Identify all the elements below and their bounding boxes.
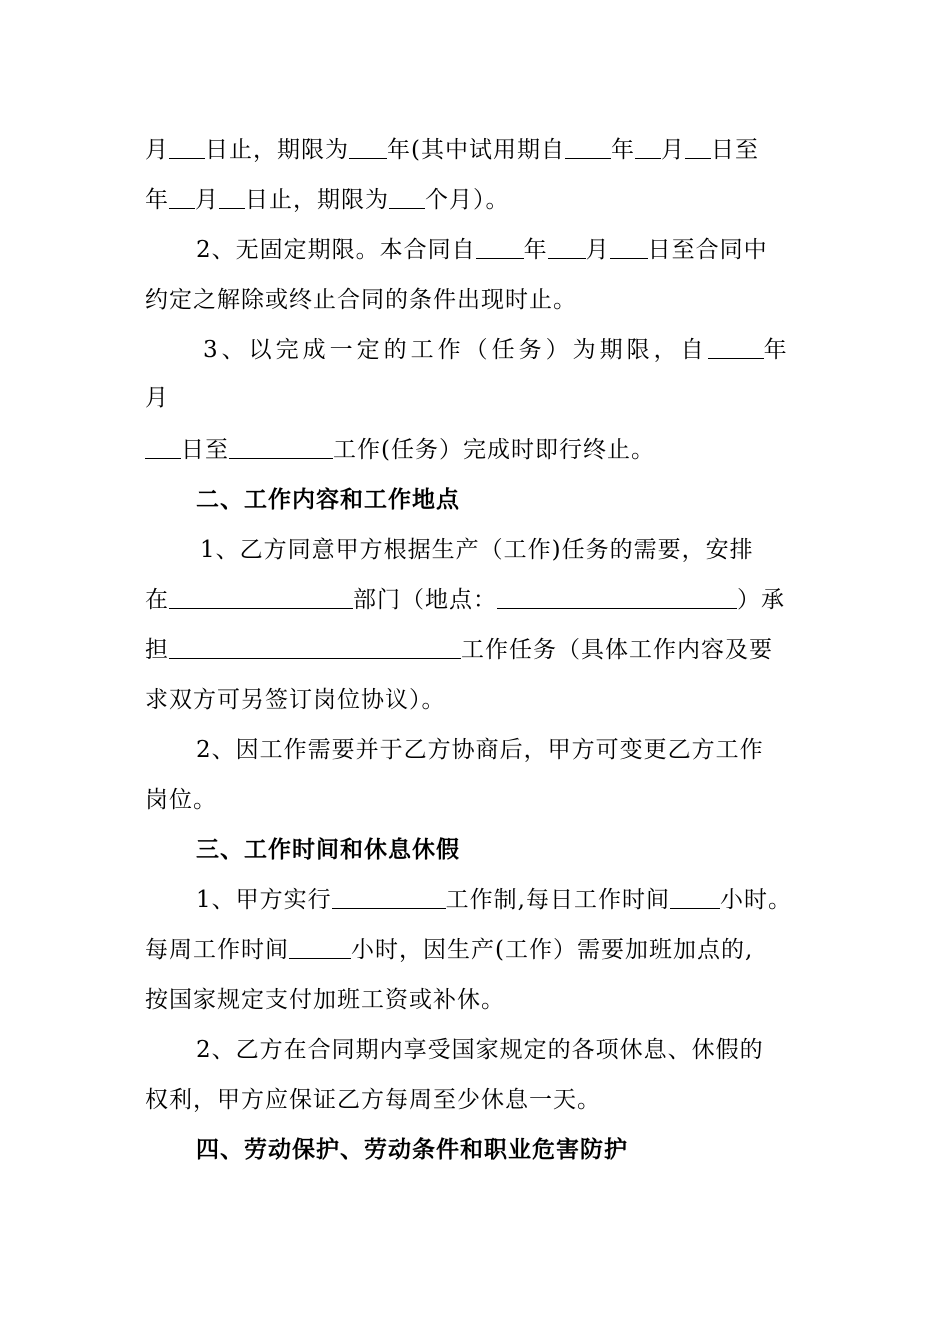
text-segment: 年(其中试用期自 xyxy=(387,137,565,163)
blank-field xyxy=(708,332,764,359)
blank-field xyxy=(289,932,351,959)
heading-text: 四、劳动保护、劳动条件和职业危害防护 xyxy=(196,1136,628,1163)
text-segment: 年 xyxy=(763,337,791,363)
blank-field xyxy=(389,182,425,209)
text-segment: 小时。 xyxy=(719,887,792,913)
text-segment: 2、无固定期限。本合同自 xyxy=(196,237,476,263)
text-segment: 岗位。 xyxy=(145,787,217,813)
text-line xyxy=(145,630,773,670)
text-segment: 2、因工作需要并于乙方协商后，甲方可变更乙方工作 xyxy=(196,737,764,763)
blank-field xyxy=(229,432,333,459)
text-segment: 日止，期限为 xyxy=(245,187,389,213)
text-line xyxy=(145,930,753,970)
text-line xyxy=(145,280,577,320)
text-segment: 日至合同中 xyxy=(647,237,768,263)
text-segment: 日至 xyxy=(181,437,229,463)
blank-field xyxy=(169,632,461,659)
text-line xyxy=(145,580,785,620)
blank-field xyxy=(219,182,245,209)
text-segment: 月 xyxy=(145,137,169,163)
text-segment: 月 xyxy=(660,137,685,163)
text-segment: 按国家规定支付加班工资或补休。 xyxy=(145,987,505,1013)
text-segment: 月 xyxy=(195,187,219,213)
blank-field xyxy=(349,132,387,159)
section-heading xyxy=(196,830,460,870)
blank-field xyxy=(145,432,181,459)
text-segment: 日至 xyxy=(710,137,759,163)
text-segment: 1、甲方实行 xyxy=(196,887,332,913)
text-line xyxy=(145,980,505,1020)
text-segment: 1、乙方同意甲方根据生产（工作)任务的需要，安排 xyxy=(200,537,754,563)
text-segment: 工作(任务）完成时即行终止。 xyxy=(333,437,655,463)
text-line xyxy=(196,1030,764,1070)
text-line xyxy=(200,530,754,570)
blank-field xyxy=(169,132,205,159)
text-line xyxy=(145,378,169,418)
text-segment: 日止，期限为 xyxy=(205,137,349,163)
blank-field xyxy=(565,132,611,159)
text-segment: 求双方可另签订岗位协议）。 xyxy=(145,687,446,713)
text-line xyxy=(203,330,791,370)
text-segment: 在 xyxy=(145,587,169,613)
text-line xyxy=(145,680,446,720)
text-segment: 约定之解除或终止合同的条件出现时止。 xyxy=(145,287,577,313)
blank-field xyxy=(169,182,195,209)
text-segment: 月 xyxy=(145,385,169,411)
section-heading xyxy=(196,1130,628,1170)
text-segment: 月 xyxy=(585,237,610,263)
text-line xyxy=(196,230,768,270)
text-segment: 部门（地点： xyxy=(353,587,497,613)
section-heading xyxy=(196,480,460,520)
blank-field xyxy=(670,882,720,909)
text-segment: 年 xyxy=(610,137,635,163)
text-segment: 工作任务（具体工作内容及要 xyxy=(461,637,773,663)
text-segment: ）承 xyxy=(737,587,785,613)
text-line xyxy=(145,180,510,220)
text-segment: 工作制,每日工作时间 xyxy=(445,887,670,913)
text-line xyxy=(196,880,792,920)
text-segment: 权利，甲方应保证乙方每周至少休息一天。 xyxy=(145,1087,601,1113)
text-line xyxy=(145,780,217,820)
blank-field xyxy=(548,232,586,259)
text-segment: 担 xyxy=(145,637,169,663)
blank-field xyxy=(332,882,446,909)
text-segment: 年 xyxy=(523,237,548,263)
blank-field xyxy=(635,132,661,159)
heading-text: 三、工作时间和休息休假 xyxy=(196,836,460,863)
text-segment: 3、以完成一定的工作（任务）为期限，自 xyxy=(203,337,708,363)
text-segment: 2、乙方在合同期内享受国家规定的各项休息、休假的 xyxy=(196,1037,764,1063)
text-line xyxy=(145,130,759,170)
blank-field xyxy=(476,232,524,259)
text-line xyxy=(145,430,655,470)
text-segment: 每周工作时间 xyxy=(145,937,289,963)
text-line xyxy=(145,1080,601,1120)
blank-field xyxy=(610,232,648,259)
text-line xyxy=(196,730,764,770)
text-segment: 小时，因生产(工作）需要加班加点的, xyxy=(351,937,754,963)
blank-field xyxy=(169,582,353,609)
text-segment: 年 xyxy=(145,187,169,213)
heading-text: 二、工作内容和工作地点 xyxy=(196,486,460,513)
blank-field xyxy=(685,132,711,159)
blank-field xyxy=(497,582,737,609)
text-segment: 个月）。 xyxy=(425,187,510,213)
